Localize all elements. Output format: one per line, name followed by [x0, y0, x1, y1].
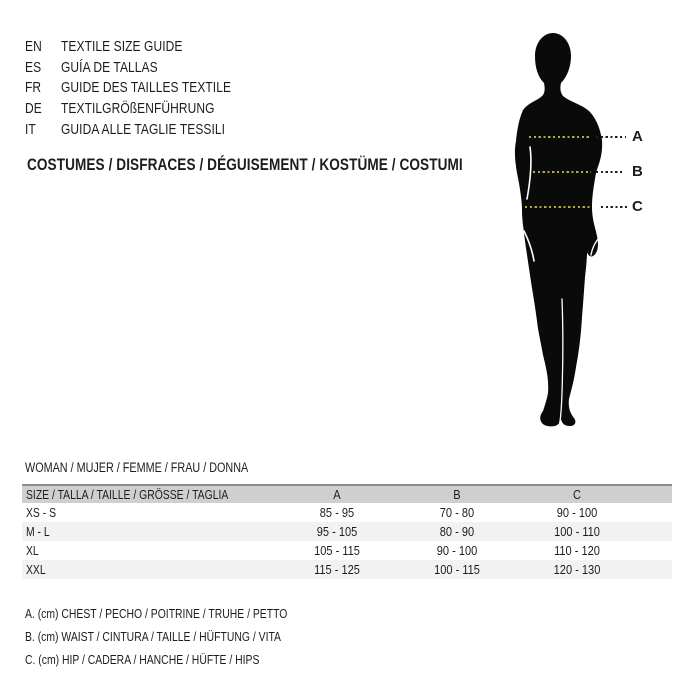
language-code: FR [25, 79, 42, 97]
hip-dotted-line-icon [525, 206, 592, 208]
hip-leader-line-icon [601, 206, 628, 208]
table-row-xs-s [22, 503, 672, 522]
language-title: TEXTILGRÖßENFÜHRUNG [61, 100, 215, 118]
waist-range: 100 - 115 [434, 562, 480, 577]
language-row-es [25, 57, 274, 78]
language-row-de [25, 98, 274, 119]
legend-waist: B. (cm) WAIST / CINTURA / TAILLE / HÜFTUNG / VITA [25, 629, 281, 644]
language-code: DE [25, 100, 42, 118]
language-row-fr [25, 78, 274, 99]
size-name: XS - S [26, 505, 57, 520]
table-row-xxl [22, 560, 672, 579]
hip-range: 120 - 130 [553, 562, 601, 577]
waist-dotted-line-icon [533, 171, 591, 173]
measure-label-b: B [632, 163, 643, 180]
hip-range: 100 - 110 [554, 524, 600, 539]
size-name: M - L [26, 524, 50, 539]
size-name: XXL [26, 562, 46, 577]
chest-range: 105 - 115 [314, 543, 360, 558]
waist-leader-line-icon [596, 171, 622, 173]
chest-range: 95 - 105 [316, 524, 358, 539]
chest-leader-line-icon [596, 136, 626, 138]
language-row-it [25, 119, 274, 140]
language-code: ES [25, 58, 42, 76]
measurement-legend [25, 602, 353, 671]
waist-range: 90 - 100 [436, 543, 478, 558]
legend-chest: A. (cm) CHEST / PECHO / POITRINE / TRUHE / PETTO [25, 606, 288, 621]
hip-range: 110 - 120 [554, 543, 600, 558]
chest-range: 85 - 95 [319, 505, 355, 520]
language-code: IT [25, 120, 36, 138]
language-row-en [25, 36, 274, 57]
waist-range: 70 - 80 [439, 505, 475, 520]
table-row-xl [22, 541, 672, 560]
chest-range: 115 - 125 [314, 562, 360, 577]
table-row-m-l [22, 522, 672, 541]
column-header-b: B [453, 487, 461, 502]
waist-range: 80 - 90 [439, 524, 475, 539]
language-title: GUÍA DE TALLAS [61, 58, 158, 76]
section-heading-woman: WOMAN / MUJER / FEMME / FRAU / DONNA [25, 460, 249, 475]
woman-silhouette-icon [510, 33, 610, 433]
column-header-a: A [333, 487, 341, 502]
size-name: XL [26, 543, 39, 558]
hip-range: 90 - 100 [556, 505, 598, 520]
size-table-header-row [22, 486, 672, 503]
column-header-c: C [573, 487, 581, 502]
legend-hip: C. (cm) HIP / CADERA / HANCHE / HÜFTE / HIPS [25, 652, 260, 667]
language-title: GUIDA ALLE TAGLIE TESSILI [61, 120, 226, 138]
language-list [25, 36, 274, 140]
chest-dotted-line-icon [529, 136, 589, 138]
size-table-title: SIZE / TALLA / TAILLE / GRÖSSE / TAGLIA [26, 487, 229, 502]
measure-label-a: A [632, 128, 643, 145]
size-table [22, 484, 672, 579]
language-code: EN [25, 37, 42, 55]
measure-label-c: C [632, 198, 643, 215]
language-title: TEXTILE SIZE GUIDE [61, 37, 183, 55]
category-heading: COSTUMES / DISFRACES / DÉGUISEMENT / KOSTÜME / COSTUMI [27, 155, 463, 174]
language-title: GUIDE DES TAILLES TEXTILE [61, 79, 232, 97]
